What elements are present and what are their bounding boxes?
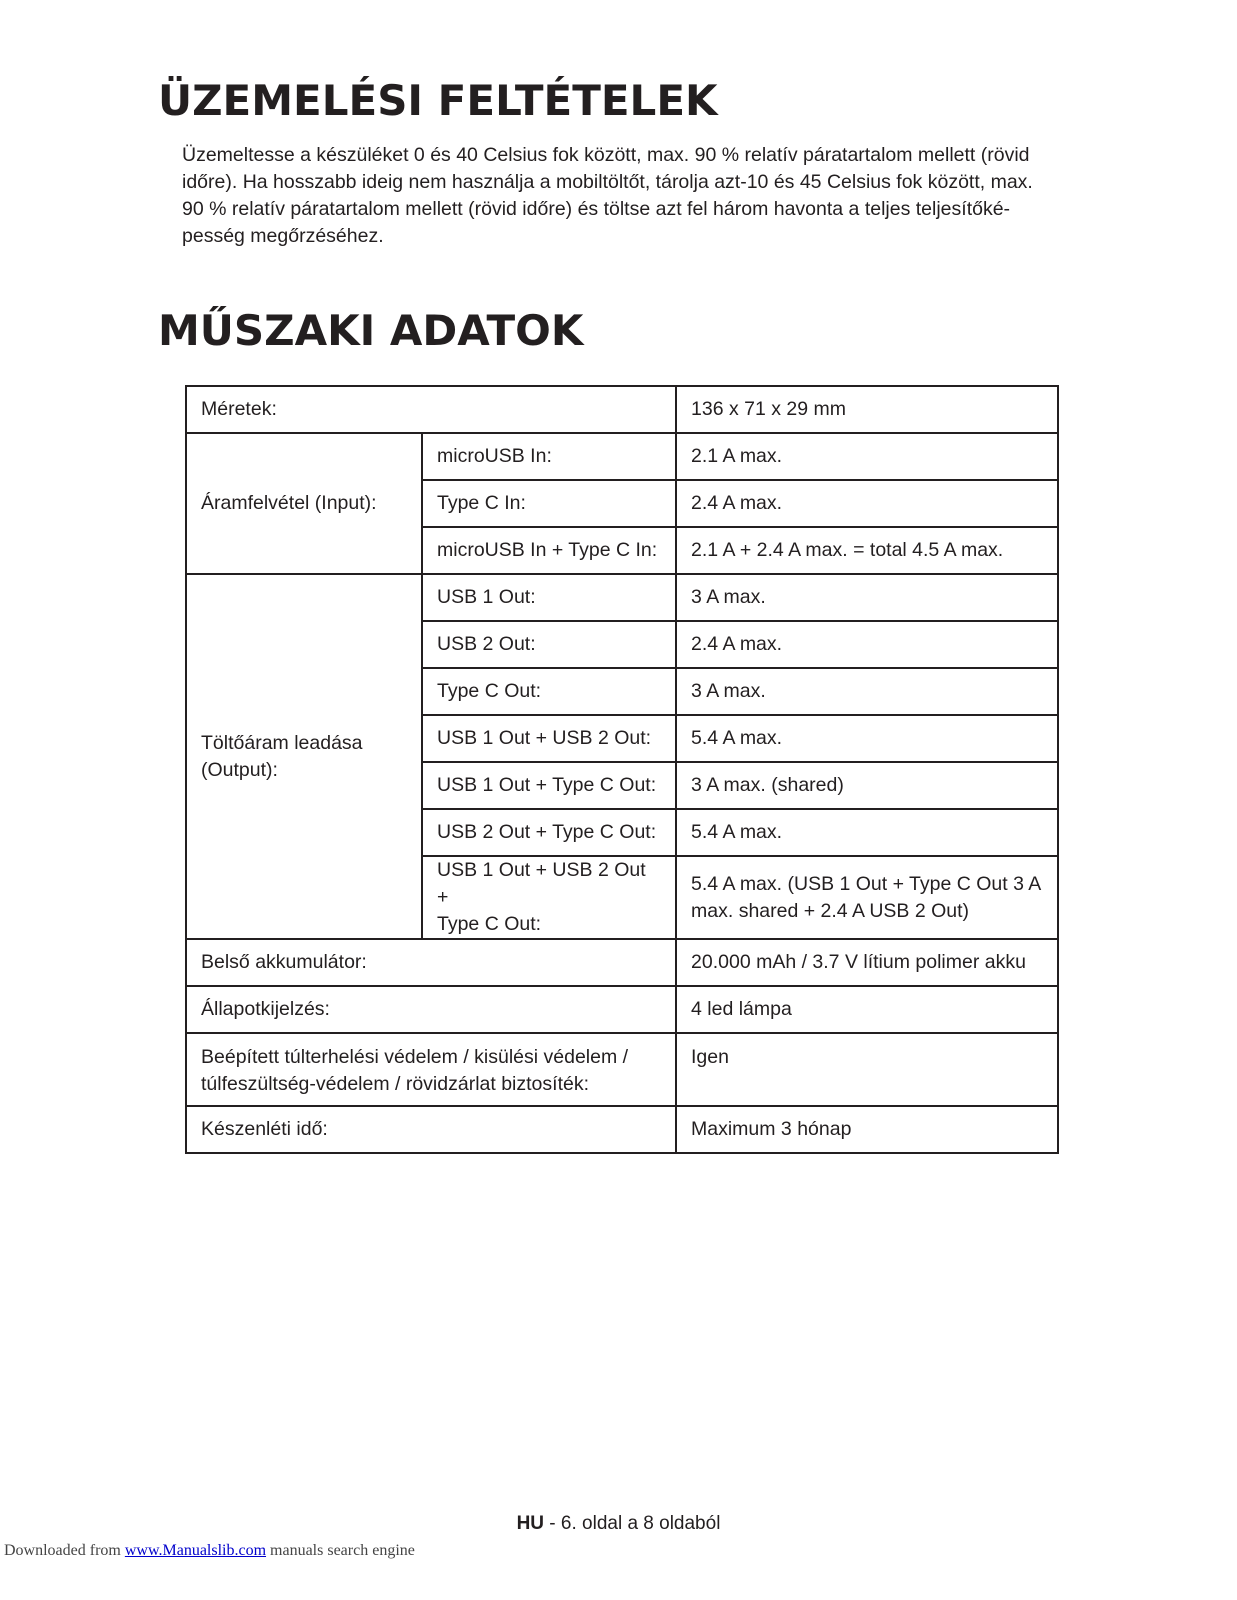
battery-value: 20.000 mAh / 3.7 V lítium polimer akku: [676, 939, 1058, 986]
output-label-line: (Output):: [201, 758, 278, 781]
output-sub-label: USB 2 Out:: [422, 621, 676, 668]
dimensions-value: 136 x 71 x 29 mm: [676, 386, 1058, 433]
output-sub-label: Type C Out:: [422, 668, 676, 715]
standby-value: Maximum 3 hónap: [676, 1106, 1058, 1153]
footer-page-number: - 6. oldal a 8 oldaból: [544, 1513, 721, 1534]
output-sub-label-line: Type C Out:: [437, 913, 542, 935]
technical-data-table: [185, 385, 1059, 1154]
output-sub-label: USB 1 Out + USB 2 Out:: [422, 715, 676, 762]
output-value-line: 5.4 A max. (USB 1 Out + Type C Out 3 A: [691, 872, 1042, 895]
output-value: 5.4 A max.: [676, 809, 1058, 856]
output-label-line: Töltőáram leadása: [201, 731, 363, 754]
table-row-battery: [186, 939, 1058, 986]
table-row-input: [186, 433, 1058, 480]
input-value: 2.1 A max.: [676, 433, 1058, 480]
status-label: Állapotkijelzés:: [186, 986, 676, 1033]
input-label: Áramfelvétel (Input):: [186, 433, 422, 574]
input-sub-label: microUSB In + Type C In:: [422, 527, 676, 574]
output-sub-label-line: USB 1 Out + USB 2 Out +: [437, 859, 646, 908]
input-value: 2.4 A max.: [676, 480, 1058, 527]
input-sub-label: Type C In:: [422, 480, 676, 527]
download-note: [4, 1542, 415, 1560]
manualslib-link[interactable]: www.Manualslib.com: [124, 1542, 267, 1559]
table-row-protection: [186, 1033, 1058, 1106]
protection-label: [186, 1033, 676, 1106]
footer-language: HU: [516, 1513, 545, 1534]
battery-label: Belső akkumulátor:: [186, 939, 676, 986]
output-value: [676, 856, 1058, 939]
status-value: 4 led lámpa: [676, 986, 1058, 1033]
output-value: 3 A max. (shared): [676, 762, 1058, 809]
table-row-standby: [186, 1106, 1058, 1153]
dimensions-label: Méretek:: [186, 386, 676, 433]
table-row-status: [186, 986, 1058, 1033]
input-value: 2.1 A + 2.4 A max. = total 4.5 A max.: [676, 527, 1058, 574]
paragraph-line: pesség megőrzéséhez.: [182, 225, 384, 247]
table-row-dimensions: [186, 386, 1058, 433]
output-sub-label: [422, 856, 676, 939]
protection-label-line: túlfeszültség-védelem / rövidzárlat biztosíték:: [201, 1073, 590, 1095]
output-value: 3 A max.: [676, 574, 1058, 621]
protection-value: Igen: [676, 1033, 1058, 1106]
standby-label: Készenléti idő:: [186, 1106, 676, 1153]
output-label: [186, 574, 422, 939]
output-sub-label: USB 1 Out + Type C Out:: [422, 762, 676, 809]
paragraph-line: Üzemeltesse a készüléket 0 és 40 Celsius fok között, max. 90 % relatív páratartalom mellett (rövid: [182, 144, 1030, 166]
section-title-technical-data: MŰSZAKI ADATOK: [158, 306, 584, 355]
paragraph-line: 90 % relatív páratartalom mellett (rövid időre) és töltse azt fel három havonta a teljes teljesítőké-: [182, 198, 1011, 220]
page-footer: [0, 1513, 1237, 1535]
output-value: 3 A max.: [676, 668, 1058, 715]
output-sub-label: USB 1 Out:: [422, 574, 676, 621]
output-value: 5.4 A max.: [676, 715, 1058, 762]
protection-label-line: Beépített túlterhelési védelem / kisülési védelem /: [201, 1046, 629, 1068]
section-title-operating-conditions: ÜZEMELÉSI FELTÉTELEK: [158, 76, 718, 125]
input-sub-label: microUSB In:: [422, 433, 676, 480]
download-suffix: manuals search engine: [266, 1542, 415, 1559]
output-value: 2.4 A max.: [676, 621, 1058, 668]
output-sub-label: USB 2 Out + Type C Out:: [422, 809, 676, 856]
paragraph-line: időre). Ha hosszabb ideig nem használja a mobiltöltőt, tárolja azt-10 és 45 Celsius fok között, max.: [182, 171, 1033, 193]
table-row-output: [186, 574, 1058, 621]
operating-conditions-paragraph: [182, 142, 1062, 250]
download-prefix: Downloaded from: [4, 1542, 125, 1559]
output-value-line: max. shared + 2.4 A USB 2 Out): [691, 899, 970, 922]
